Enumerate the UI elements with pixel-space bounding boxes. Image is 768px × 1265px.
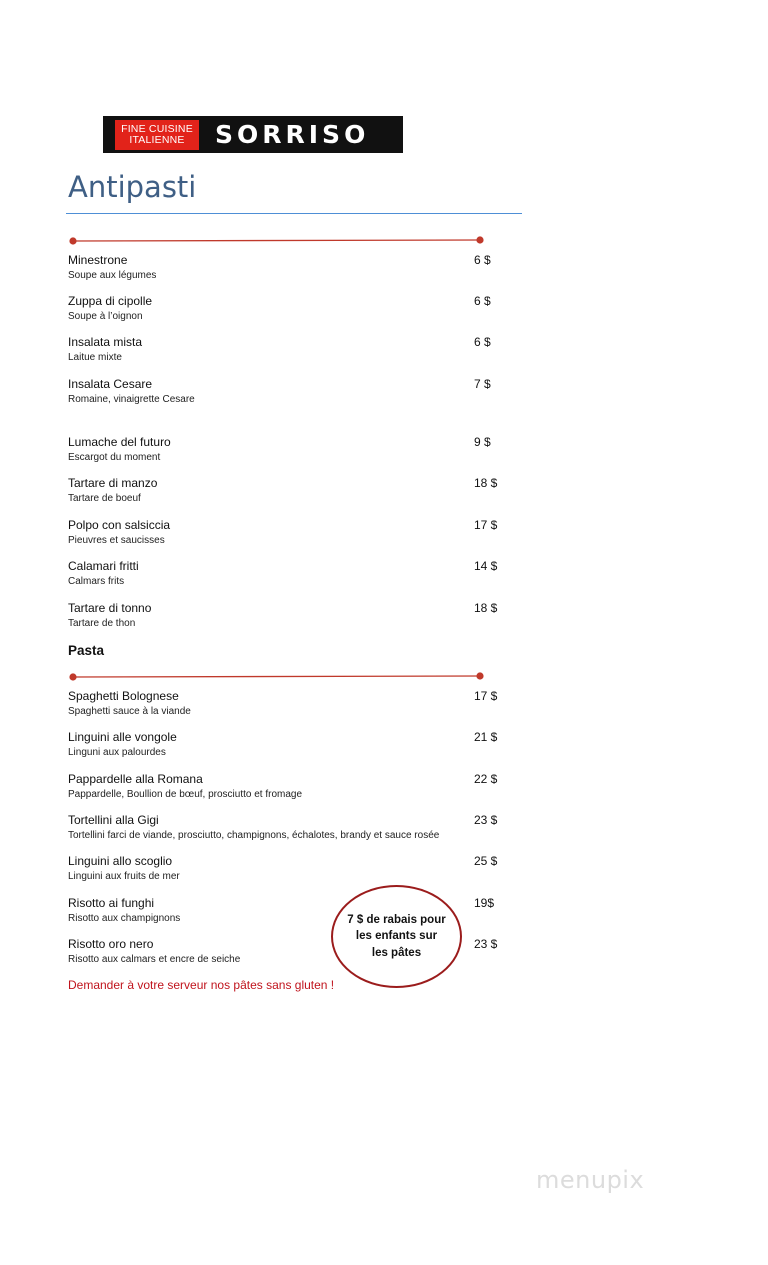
- menu-item: [68, 559, 500, 593]
- item-description: Tartare de thon: [68, 618, 136, 629]
- item-price: 19$: [474, 896, 495, 910]
- section-divider-antipasti: [68, 236, 486, 246]
- item-name: Pappardelle alla Romana: [68, 772, 203, 786]
- item-price: 18 $: [474, 601, 498, 615]
- item-description: Calmars frits: [68, 576, 125, 587]
- section-divider-pasta: [68, 672, 486, 682]
- menu-item: [68, 854, 500, 888]
- item-price: 6 $: [474, 335, 491, 349]
- logo-restaurant-name: SORRISO: [215, 120, 370, 149]
- logo-tagline-line2: ITALIENNE: [129, 134, 185, 146]
- item-name: Zuppa di cipolle: [68, 294, 153, 308]
- item-description: Soupe aux légumes: [68, 270, 157, 281]
- menu-item: [68, 813, 500, 847]
- item-price: 6 $: [474, 253, 491, 267]
- menu-item: [68, 476, 500, 510]
- menu-item: [68, 772, 500, 806]
- restaurant-logo: [103, 116, 403, 153]
- item-name: Minestrone: [68, 253, 128, 267]
- item-description: Tortellini farci de viande, prosciutto, champignons, échalotes, brandy et sauce rosée: [68, 830, 440, 841]
- item-name: Polpo con salsiccia: [68, 518, 171, 532]
- menu-item: [68, 601, 500, 635]
- menu-item: [68, 294, 500, 328]
- page-title: Antipasti: [68, 170, 197, 204]
- item-name: Insalata mista: [68, 335, 143, 349]
- item-description: Escargot du moment: [68, 452, 161, 463]
- item-name: Calamari fritti: [68, 559, 139, 573]
- menu-item: [68, 253, 500, 287]
- logo-tagline-line1: FINE CUISINE: [121, 123, 193, 135]
- item-description: Risotto aux champignons: [68, 913, 181, 924]
- item-description: Risotto aux calmars et encre de seiche: [68, 954, 241, 965]
- item-name: Risotto oro nero: [68, 937, 154, 951]
- item-name: Tartare di tonno: [68, 601, 152, 615]
- item-price: 17 $: [474, 689, 498, 703]
- menu-item: [68, 435, 500, 469]
- item-price: 9 $: [474, 435, 491, 449]
- item-description: Pieuvres et saucisses: [68, 535, 165, 546]
- item-name: Linguini allo scoglio: [68, 854, 173, 868]
- menu-item: [68, 518, 500, 552]
- item-description: Romaine, vinaigrette Cesare: [68, 394, 195, 405]
- watermark-logo: menupix: [536, 1166, 645, 1194]
- item-name: Tortellini alla Gigi: [68, 813, 159, 827]
- item-price: 7 $: [474, 377, 491, 391]
- kids-discount-text: 7 $ de rabais pour les enfants sur les pâtes: [347, 913, 446, 959]
- item-price: 14 $: [474, 559, 498, 573]
- menu-item: [68, 689, 500, 723]
- title-underline: [66, 213, 522, 214]
- kids-discount-badge: [331, 885, 462, 988]
- menu-item: [68, 377, 500, 411]
- item-price: 18 $: [474, 476, 498, 490]
- item-description: Linguini aux fruits de mer: [68, 871, 180, 882]
- item-name: Linguini alle vongole: [68, 730, 177, 744]
- gluten-free-note: Demander à votre serveur nos pâtes sans gluten !: [68, 978, 335, 992]
- item-price: 21 $: [474, 730, 498, 744]
- item-price: 17 $: [474, 518, 498, 532]
- item-description: Tartare de boeuf: [68, 493, 141, 504]
- section-heading-pasta: Pasta: [68, 643, 105, 658]
- item-description: Soupe à l’oignon: [68, 311, 143, 322]
- menu-item: [68, 730, 500, 764]
- item-description: Pappardelle, Boullion de bœuf, prosciutto et fromage: [68, 789, 303, 800]
- item-price: 22 $: [474, 772, 498, 786]
- item-description: Spaghetti sauce à la viande: [68, 706, 191, 717]
- item-name: Tartare di manzo: [68, 476, 158, 490]
- item-price: 23 $: [474, 813, 498, 827]
- item-description: Laitue mixte: [68, 352, 122, 363]
- item-price: 23 $: [474, 937, 498, 951]
- item-name: Lumache del futuro: [68, 435, 171, 449]
- logo-tagline-box: [115, 120, 199, 150]
- item-name: Risotto ai funghi: [68, 896, 155, 910]
- item-price: 25 $: [474, 854, 498, 868]
- item-price: 6 $: [474, 294, 491, 308]
- item-description: Linguni aux palourdes: [68, 747, 166, 758]
- item-name: Insalata Cesare: [68, 377, 153, 391]
- item-name: Spaghetti Bolognese: [68, 689, 179, 703]
- menu-item: [68, 335, 500, 369]
